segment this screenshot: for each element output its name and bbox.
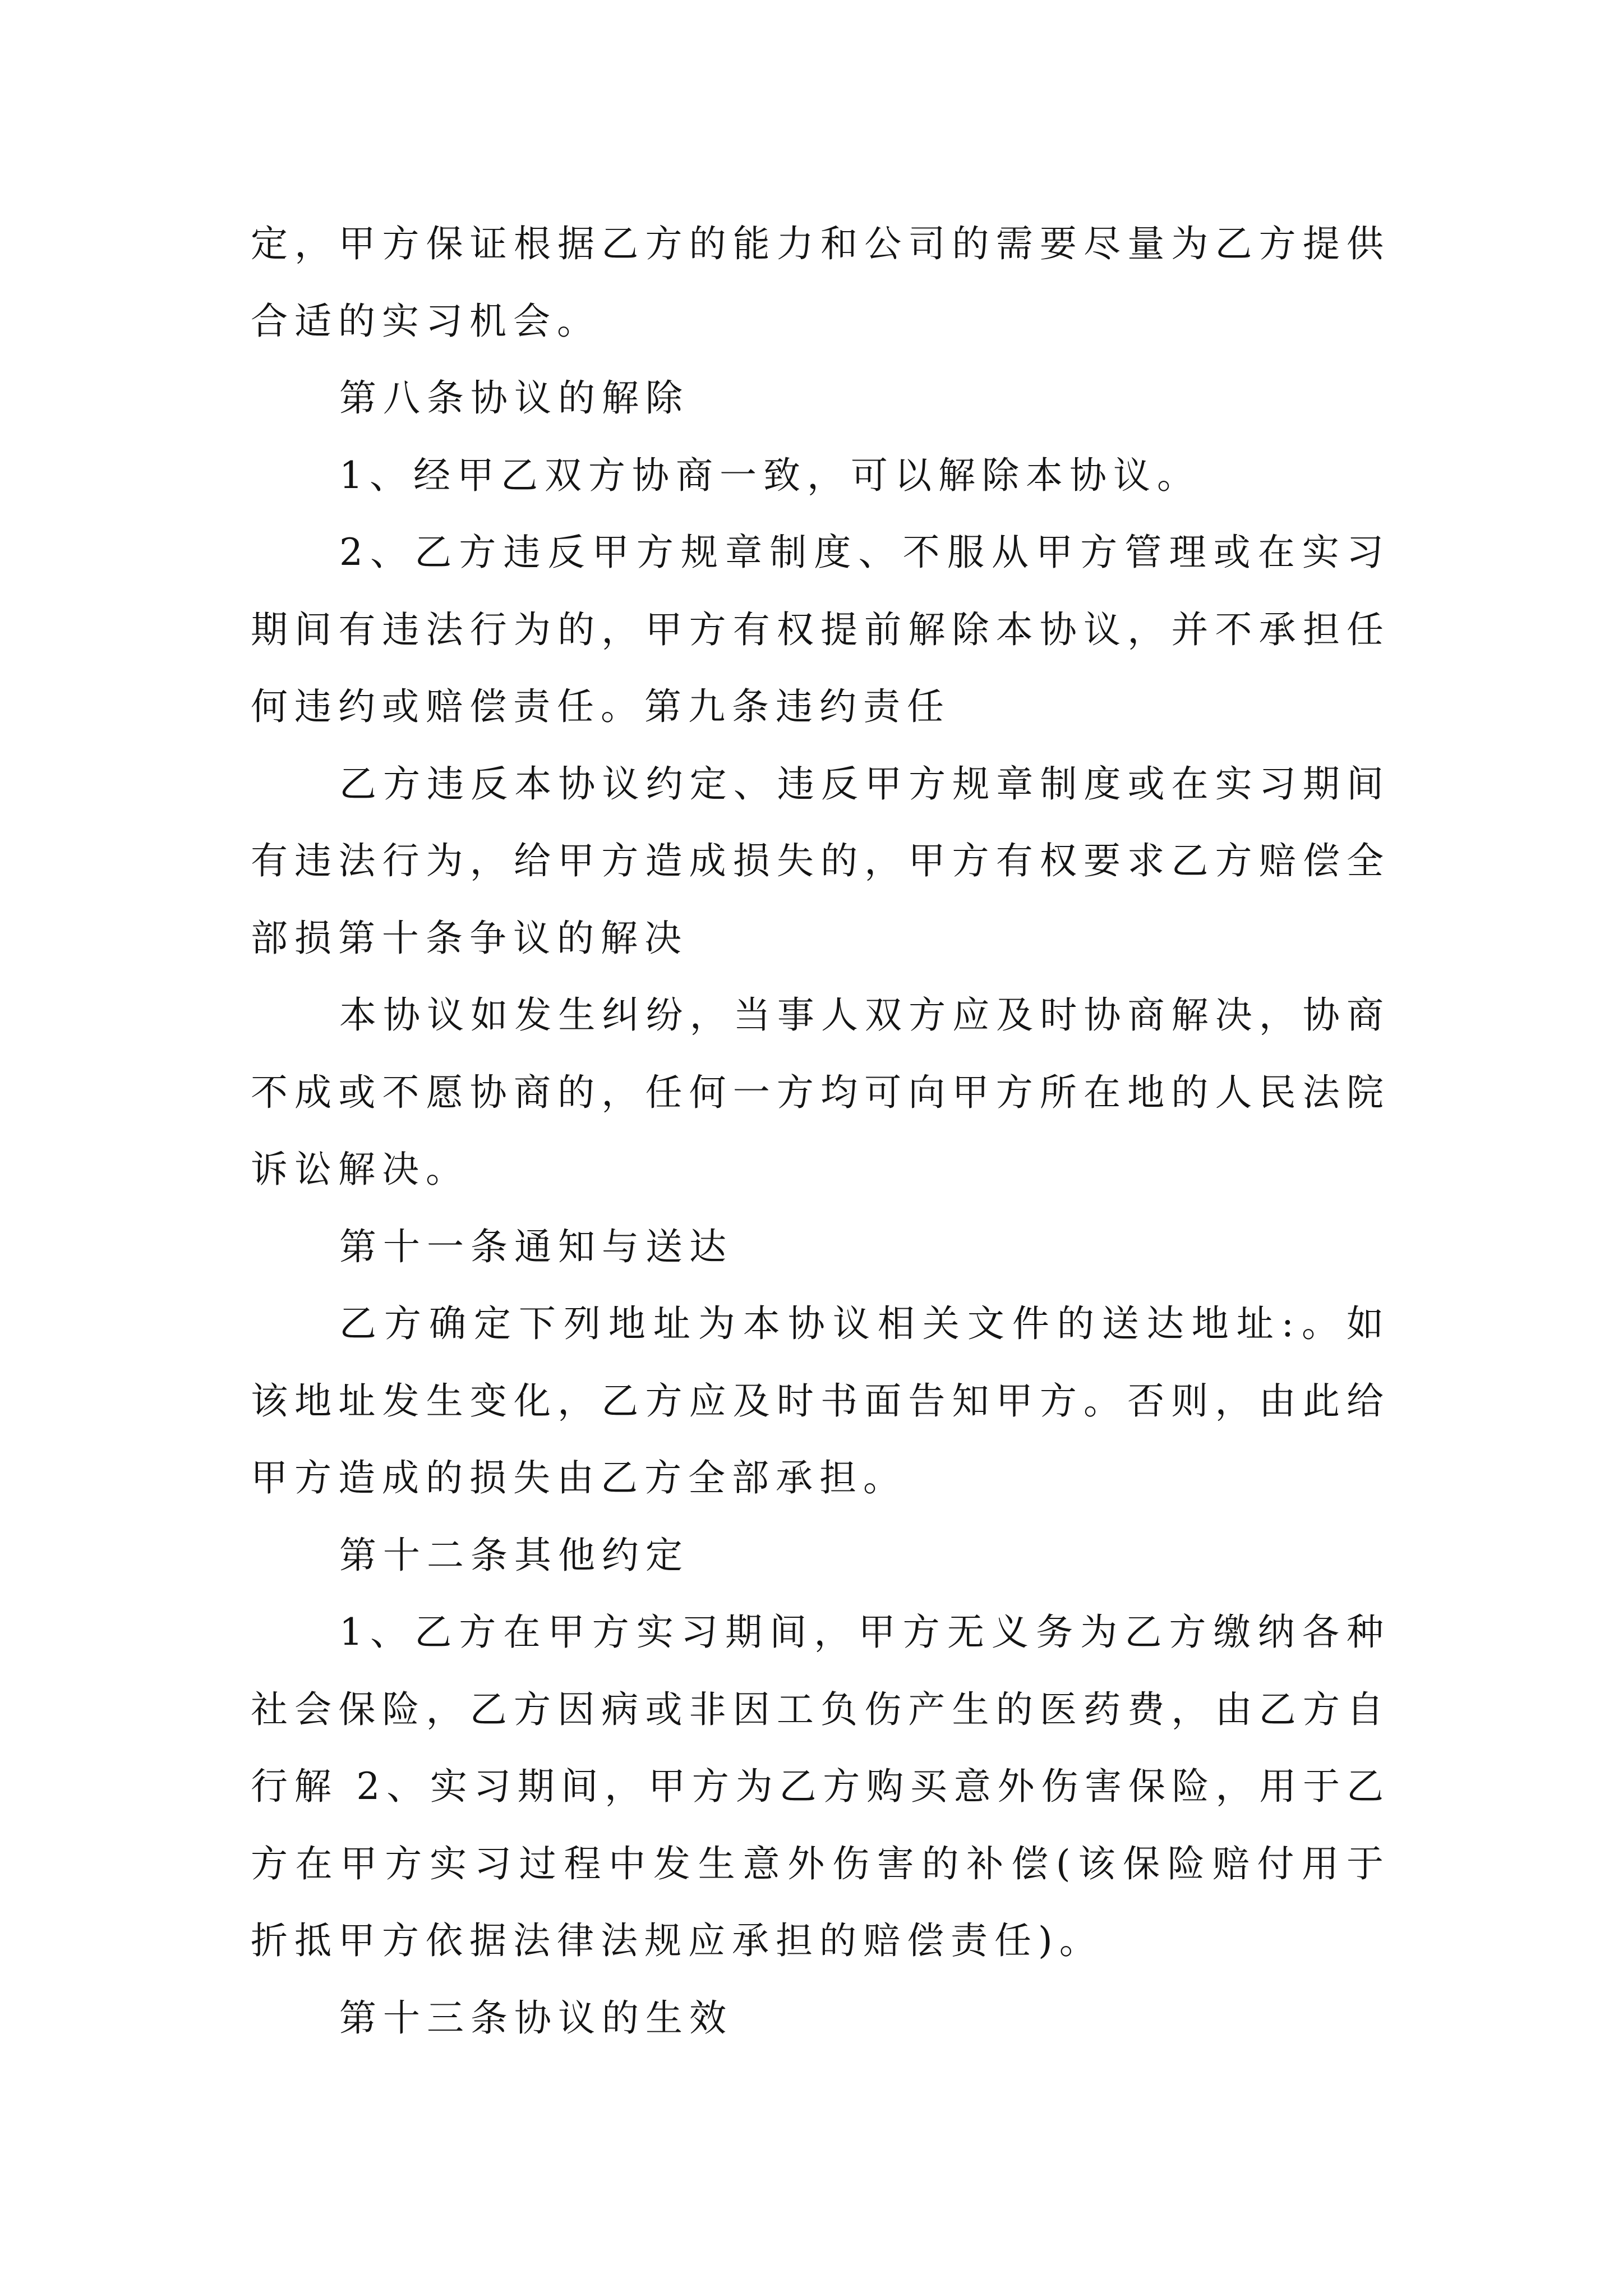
section-heading: 第十二条其他约定 xyxy=(339,1533,689,1577)
paragraph-line: 合适的实习机会。 xyxy=(251,299,601,343)
paragraph-line: 乙方违反本协议约定、违反甲方规章制度或在实习期间 xyxy=(339,762,1387,806)
paragraph-line: 1、乙方在甲方实习期间，甲方无义务为乙方缴纳各种 xyxy=(339,1611,1387,1654)
paragraph-line: 社会保险，乙方因病或非因工负伤产生的医药费，由乙方自 xyxy=(251,1687,1387,1731)
paragraph-line: 该地址发生变化，乙方应及时书面告知甲方。否则，由此给 xyxy=(251,1379,1387,1423)
section-heading: 第十一条通知与送达 xyxy=(339,1225,733,1268)
paragraph-line: 1、经甲乙双方协商一致，可以解除本协议。 xyxy=(339,453,1201,497)
paragraph-line: 有违法行为，给甲方造成损失的，甲方有权要求乙方赔偿全 xyxy=(251,839,1387,882)
paragraph-line: 本协议如发生纠纷，当事人双方应及时协商解决，协商 xyxy=(339,993,1387,1037)
paragraph-line: 方在甲方实习过程中发生意外伤害的补偿(该保险赔付用于 xyxy=(251,1842,1387,1885)
paragraph-line: 诉讼解决。 xyxy=(251,1148,469,1191)
document-body xyxy=(251,205,1387,2056)
paragraph-line: 期间有违法行为的，甲方有权提前解除本协议，并不承担任 xyxy=(251,608,1387,651)
paragraph-line: 部损第十条争议的解决 xyxy=(251,916,688,960)
section-heading: 第十三条协议的生效 xyxy=(339,1996,733,2040)
section-heading: 第八条协议的解除 xyxy=(339,376,689,420)
paragraph-line: 2、乙方违反甲方规章制度、不服从甲方管理或在实习 xyxy=(339,531,1387,574)
paragraph-line: 何违约或赔偿责任。第九条违约责任 xyxy=(251,685,951,728)
paragraph-line: 不成或不愿协商的，任何一方均可向甲方所在地的人民法院 xyxy=(251,1070,1387,1114)
paragraph-line: 乙方确定下列地址为本协议相关文件的送达地址:。如 xyxy=(339,1302,1387,1345)
paragraph-line: 甲方造成的损失由乙方全部承担。 xyxy=(251,1456,907,1499)
paragraph-line: 行解 2、实习期间，甲方为乙方购买意外伤害保险，用于乙 xyxy=(251,1765,1387,1808)
paragraph-line: 折抵甲方依据法律法规应承担的赔偿责任)。 xyxy=(251,1919,1103,1962)
paragraph-line: 定，甲方保证根据乙方的能力和公司的需要尽量为乙方提供 xyxy=(251,222,1387,265)
